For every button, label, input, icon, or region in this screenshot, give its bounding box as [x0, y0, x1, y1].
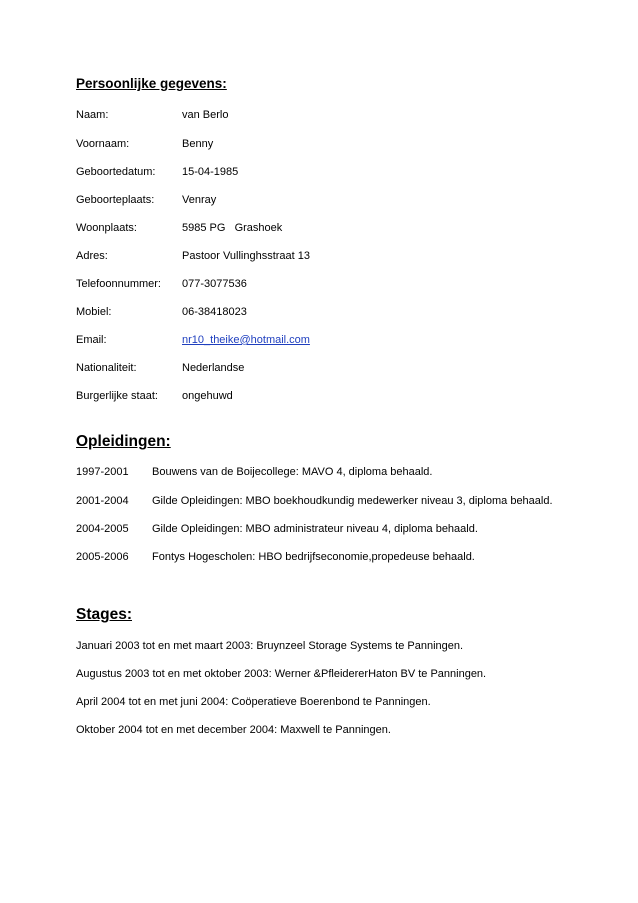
education-description: Gilde Opleidingen: MBO boekhoudkundig medewerker niveau 3, diploma behaald. [152, 495, 553, 507]
section-heading-education: Opleidingen: [76, 433, 171, 450]
info-value: Nederlandse [182, 362, 245, 374]
education-years: 2004-2005 [76, 523, 129, 535]
info-label: Geboortedatum: [76, 166, 156, 178]
internship-item: April 2004 tot en met juni 2004: Coöperatieve Boerenbond te Panningen. [76, 696, 431, 708]
internship-item: Januari 2003 tot en met maart 2003: Bruynzeel Storage Systems te Panningen. [76, 640, 464, 652]
info-value: 06-38418023 [182, 306, 247, 318]
email-link[interactable]: nr10_theike@hotmail.com [182, 334, 310, 346]
education-years: 2001-2004 [76, 495, 129, 507]
section-heading-internships: Stages: [76, 606, 132, 623]
info-label: Burgerlijke staat: [76, 390, 158, 402]
education-description: Fontys Hogescholen: HBO bedrijfseconomie,propedeuse behaald. [152, 551, 475, 563]
section-heading-personal: Persoonlijke gegevens: [76, 76, 227, 91]
internship-item: Oktober 2004 tot en met december 2004: Maxwell te Panningen. [76, 724, 391, 736]
info-label: Geboorteplaats: [76, 194, 155, 206]
info-value: Venray [182, 194, 217, 206]
info-value: Pastoor Vullinghsstraat 13 [182, 250, 310, 262]
info-value: ongehuwd [182, 390, 233, 402]
education-years: 2005-2006 [76, 551, 129, 563]
info-value: 5985 PG Grashoek [182, 222, 283, 234]
info-value: 077-3077536 [182, 278, 247, 290]
info-label: Telefoonnummer: [76, 278, 161, 290]
education-years: 1997-2001 [76, 466, 129, 478]
info-label: Email: [76, 334, 107, 346]
info-label: Nationaliteit: [76, 362, 137, 374]
info-value: Benny [182, 138, 214, 150]
info-label: Voornaam: [76, 138, 130, 150]
info-label: Woonplaats: [76, 222, 137, 234]
education-description: Bouwens van de Boijecollege: MAVO 4, diploma behaald. [152, 466, 433, 478]
info-label: Adres: [76, 250, 108, 262]
info-value: 15-04-1985 [182, 166, 239, 178]
info-value: van Berlo [182, 109, 229, 121]
info-label: Mobiel: [76, 306, 112, 318]
education-description: Gilde Opleidingen: MBO administrateur niveau 4, diploma behaald. [152, 523, 478, 535]
info-label: Naam: [76, 109, 109, 121]
internship-item: Augustus 2003 tot en met oktober 2003: Werner &PfleidererHaton BV te Panningen. [76, 668, 487, 680]
